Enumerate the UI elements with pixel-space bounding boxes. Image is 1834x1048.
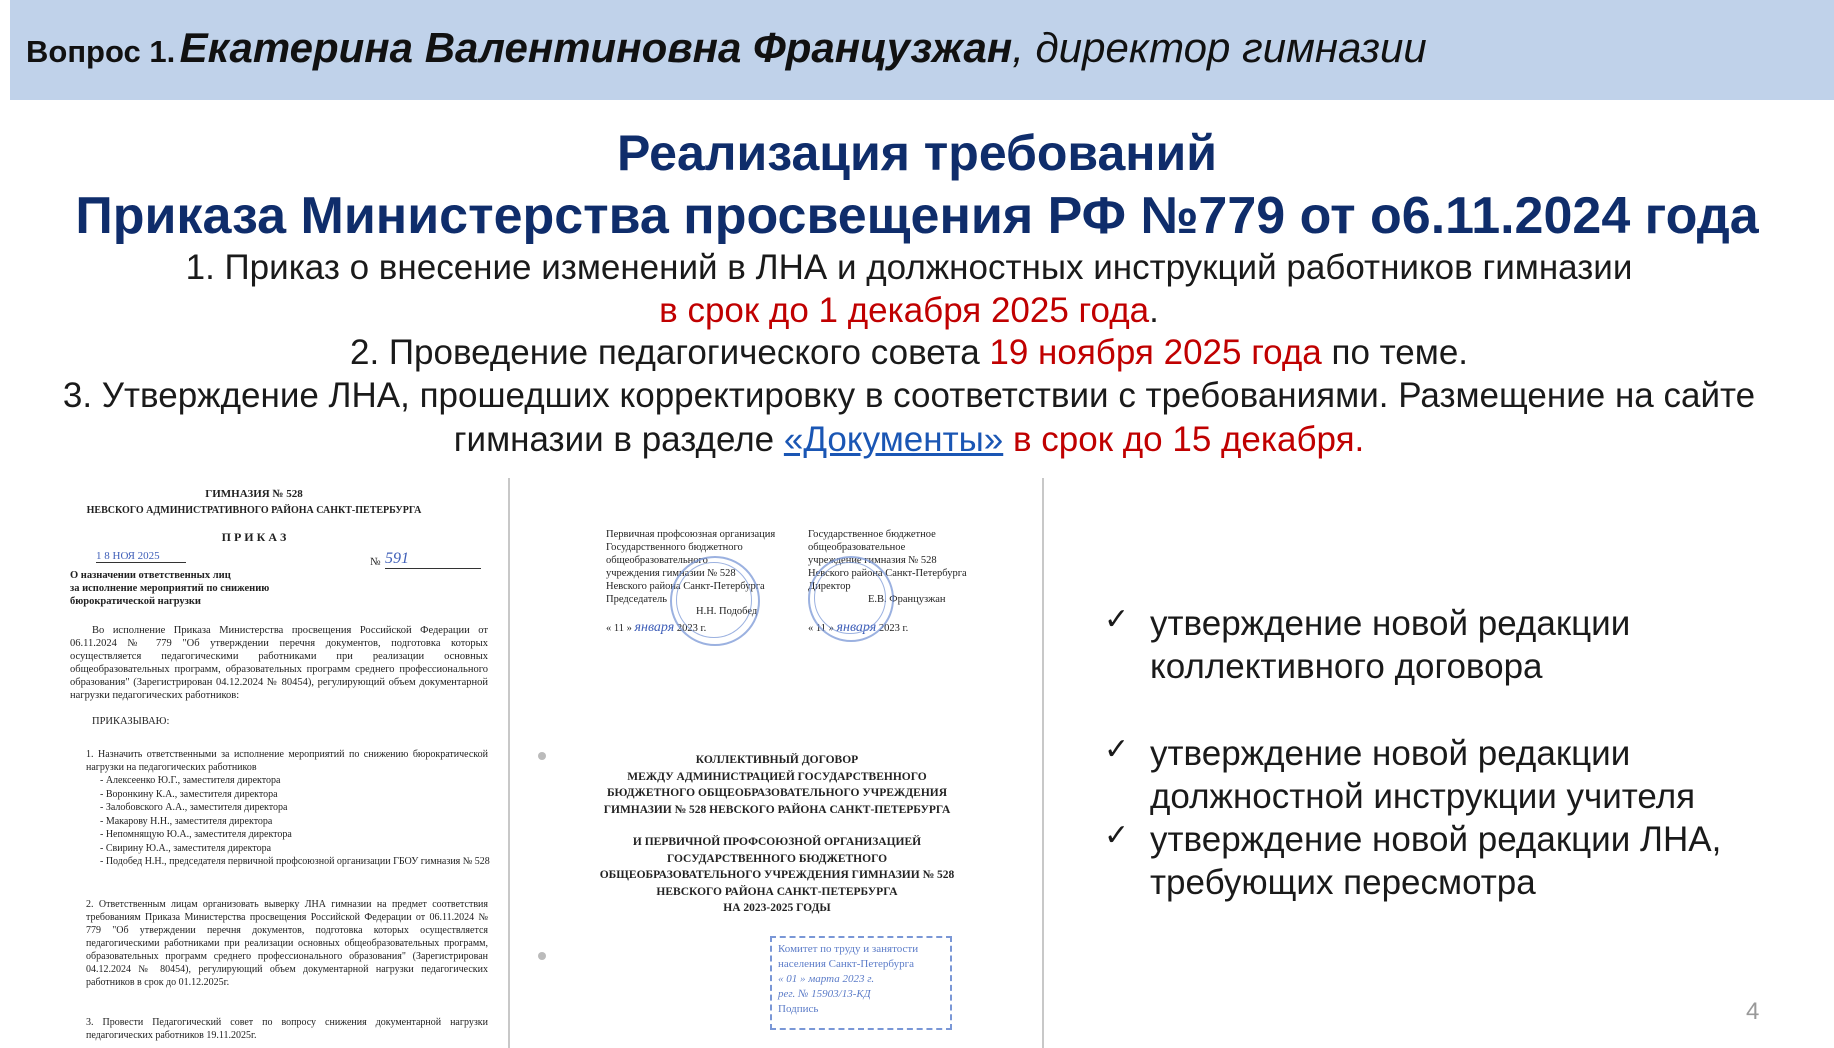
agreement-title-line: БЮДЖЕТНОГО ОБЩЕОБРАЗОВАТЕЛЬНОГО УЧРЕЖДЕНИЯ xyxy=(606,787,948,799)
order-number: 591 xyxy=(385,550,481,569)
agreement-left-head-line: общеобразовательного xyxy=(606,555,708,566)
date-year: 2023 г. xyxy=(676,623,707,634)
agreement-title-line: НЕВСКОГО РАЙОНА САНКТ-ПЕТЕРБУРГА xyxy=(656,885,898,898)
reg-number: рег. № 15903/13-КД xyxy=(778,988,871,1000)
agreement-title-line: НА 2023-2025 ГОДЫ xyxy=(723,902,831,914)
documents-link[interactable]: «Документы» xyxy=(783,420,1004,459)
item-1-deadline: в срок до 1 декабря 2025 года xyxy=(659,291,1150,330)
agreement-title-line: ГИМНАЗИИ № 528 НЕВСКОГО РАЙОНА САНКТ-ПЕТЕРБУРГА xyxy=(603,803,951,816)
reg-date: « 01 » марта 2023 г. xyxy=(778,973,875,985)
agreement-title-gap xyxy=(512,818,1042,834)
item-1-text: 1. Приказ о внесение изменений в ЛНА и должностных инструкций работников гимназии xyxy=(185,248,1633,287)
order-subject-3: бюрократической нагрузки xyxy=(70,596,201,607)
item-3-text: гимназии в разделе xyxy=(453,420,784,459)
order-orders-label: ПРИКАЗЫВАЮ: xyxy=(92,716,170,727)
order-title: П Р И К А З xyxy=(221,530,287,544)
agreement-right-head-line: учреждение гимназия № 528 xyxy=(808,555,937,566)
item-2-date: 19 ноября 2025 года xyxy=(989,333,1322,372)
agreement-left-head-line: Председатель xyxy=(606,594,668,605)
order-point-2: 2. Ответственным лицам организовать выверку ЛНА гимназии на предмет соответствия требованиям Приказа Министерства просвещения Российской Федерации от 06.11.2024 № 779 "Об утверждении перечня документов, подготовка которых осуществляется педагогическими работниками при реализации основных общеобразовательных программ, образовательных программ среднего профессионального образования" (Зарегистрирован 04.12.2024 № 80454), регулирующий объем документарной нагрузки педагогических работников в срок до 01.12.2025г. xyxy=(86,899,488,988)
question-number: Вопрос 1. xyxy=(26,34,176,69)
page-number: 4 xyxy=(1746,998,1760,1025)
item-2 xyxy=(0,333,1826,373)
item-3-line1: 3. Утверждение ЛНА, прошедших корректировку в соответствии с требованиями. Размещение на сайте xyxy=(62,376,1756,415)
agreement-left-head-line: учреждения гимназии № 528 xyxy=(606,568,736,579)
registration-stamp xyxy=(770,936,952,1030)
checkmark-icon: ✓ xyxy=(1104,819,1130,852)
header-title xyxy=(26,24,1427,72)
checklist-item-text xyxy=(1150,818,1721,904)
reg-line: населения Санкт-Петербурга xyxy=(778,958,914,970)
checklist-line: коллективного договора xyxy=(1150,647,1543,686)
order-district: НЕВСКОГО АДМИНИСТРАТИВНОГО РАЙОНА САНКТ-ПЕТЕРБУРГА xyxy=(86,505,422,516)
agreement-right-head-line: Невского района Санкт-Петербурга xyxy=(808,568,967,579)
agreement-right-head-line: Государственное бюджетное xyxy=(808,529,936,540)
agreement-left-head-line: Государственного бюджетного xyxy=(606,542,743,553)
reg-line: Комитет по труду и занятости xyxy=(778,943,919,955)
date-year: 2023 г. xyxy=(878,623,909,634)
order-person: - Залобовского А.А., заместителя директора xyxy=(100,802,288,813)
order-person: - Алексеенко Ю.Г., заместителя директора xyxy=(100,775,281,786)
slide-title-line1: Реализация требований xyxy=(617,125,1217,181)
union-seal-inner xyxy=(676,562,752,638)
order-school: ГИМНАЗИЯ № 528 xyxy=(205,488,303,500)
checklist-line: утверждение новой редакции ЛНА, xyxy=(1150,820,1722,859)
agreement-title xyxy=(512,752,1042,917)
order-point-3: 3. Провести Педагогический совет по вопросу снижения документарной нагрузки педагогических работников 19.11.2025г. xyxy=(86,1017,488,1041)
order-intro: Во исполнение Приказа Министерства просвещения Российской Федерации от 06.11.2024 № 779 "Об утверждении перечня документов, подготовка которых осуществляется педагогическими работниками при реализации основных общеобразовательных программ, образовательных программ среднего профессионального образования" (Зарегистрирован 04.12.2024 № 80454), регулирующий объем документарной нагрузки педагогических работников: xyxy=(70,625,488,701)
item-2-text: 2. Проведение педагогического совета xyxy=(349,333,990,372)
speaker-role: , директор гимназии xyxy=(1012,24,1427,71)
reg-sign: Подпись xyxy=(778,1003,819,1015)
checklist-item-text xyxy=(1150,602,1630,688)
item-3-line2 xyxy=(0,420,1826,460)
agreement-right-head-line: общеобразовательное xyxy=(808,542,906,553)
agreement-right-head-line: Директор xyxy=(808,581,851,592)
order-person: - Подобед Н.Н., председателя первичной профсоюзной организации ГБОУ гимназия № 528 xyxy=(100,856,490,867)
agreement-title-line: ГОСУДАРСТВЕННОГО БЮДЖЕТНОГО xyxy=(666,852,888,865)
date-month: января xyxy=(836,620,877,635)
scanned-documents xyxy=(0,478,1046,1048)
checklist-item-text xyxy=(1150,732,1695,818)
order-point-1: 1. Назначить ответственными за исполнение мероприятий по снижению бюрократической нагрузки на педагогических работников xyxy=(86,749,488,773)
speaker-name: Екатерина Валентиновна Французжан xyxy=(179,24,1013,71)
checklist-line: должностной инструкции учителя xyxy=(1150,777,1696,816)
agreement-left-head-line: Невского района Санкт-Петербурга xyxy=(606,581,765,592)
slide-title-line2: Приказа Министерства просвещения РФ №779 от о6.11.2024 года xyxy=(75,187,1759,245)
order-number-label: № xyxy=(370,556,381,568)
agreement-document xyxy=(512,478,1044,1048)
order-person: - Свирину Ю.А., заместителя директора xyxy=(100,842,272,854)
checklist-line: утверждение новой редакции xyxy=(1150,604,1631,643)
agreement-title-line: И ПЕРВИЧНОЙ ПРОФСОЮЗНОЙ ОРГАНИЗАЦИЕЙ xyxy=(632,836,922,848)
order-subject-1: О назначении ответственных лиц xyxy=(70,570,231,581)
item-1-end: . xyxy=(1149,291,1159,330)
agreement-left-head-line: Первичная профсоюзная организация xyxy=(606,529,776,540)
checkmark-icon: ✓ xyxy=(1104,603,1130,636)
date-day: « 11 » xyxy=(606,623,632,634)
order-subject-2: за исполнение мероприятий по снижению xyxy=(70,583,270,594)
checkmark-icon: ✓ xyxy=(1104,733,1130,766)
order-person: - Непомнящую Ю.А., заместителя директора xyxy=(100,829,292,840)
order-person: - Воронкину К.А., заместителя директора xyxy=(100,788,278,800)
item-1 xyxy=(0,248,1826,288)
hole-punch xyxy=(538,952,546,960)
order-document xyxy=(0,478,510,1048)
agreement-left-sign: Н.Н. Подобед xyxy=(696,606,758,617)
checklist-line: требующих пересмотра xyxy=(1150,863,1536,902)
order-people-list xyxy=(100,774,490,869)
item-3-deadline: в срок до 15 декабря. xyxy=(1003,420,1365,459)
checklist-line: утверждение новой редакции xyxy=(1150,734,1631,773)
order-date: 1 8 НОЯ 2025 xyxy=(96,550,186,563)
date-day: « 11 » xyxy=(808,623,834,634)
agreement-title-line: КОЛЛЕКТИВНЫЙ ДОГОВОР xyxy=(695,754,859,766)
agreement-title-line: МЕЖДУ АДМИНИСТРАЦИЕЙ ГОСУДАРСТВЕННОГО xyxy=(627,770,927,783)
agreement-right-sign: Е.В. Французжан xyxy=(868,594,946,605)
school-seal-inner xyxy=(814,562,886,634)
item-2-end: по теме. xyxy=(1321,333,1469,372)
order-person: - Макарову Н.Н., заместителя директора xyxy=(100,815,273,827)
date-month: января xyxy=(634,620,675,635)
item-1-deadline-line xyxy=(0,291,1826,331)
agreement-title-line: ОБЩЕОБРАЗОВАТЕЛЬНОГО УЧРЕЖДЕНИЯ ГИМНАЗИИ № 528 xyxy=(599,869,955,881)
